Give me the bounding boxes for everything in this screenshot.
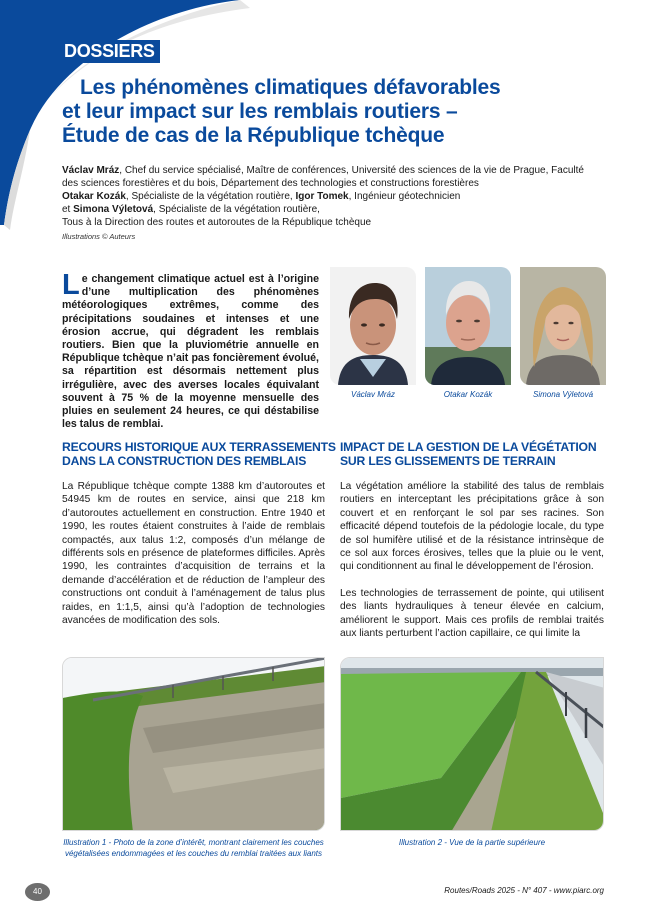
author-block <box>62 164 602 243</box>
title-line-3: Étude de cas de la République tchèque <box>62 124 445 147</box>
publication-reference: Routes/Roads 2025 - N° 407 - www.piarc.org <box>444 886 604 895</box>
author-name: Igor Tomek <box>295 191 349 202</box>
portrait-caption: Simona Výletová <box>532 390 594 399</box>
illustrations-credit: Illustrations © Auteurs <box>62 232 136 241</box>
illustration-1-caption: Illustration 1 - Photo de la zone d’intérêt, montrant clairement les couches végétalisées endommagées et les couches du remblai traitées aux liants <box>63 838 324 858</box>
author-role: , Ingénieur géotechnicien <box>348 191 461 202</box>
author-portraits <box>330 267 606 402</box>
illustration-2-photo <box>340 657 604 831</box>
portrait-photo-vaclav-mraz <box>330 267 416 385</box>
author-name: Václav Mráz <box>62 165 120 176</box>
author-role: , Chef du service spécialisé, Maître de conférences, Université des sciences de la vie de Prague, Faculté des sciences forestières et du bois, Département des technologies et constructions forestières <box>62 165 584 189</box>
section-heading: RECOURS HISTORIQUE AUX TERRASSEMENTS DANS LA CONSTRUCTION DES REMBLAIS <box>62 440 336 468</box>
body-paragraph: La République tchèque compte 1388 km d’autoroutes et 54945 km de routes en service, ainsi que 218 km d’autoroutes actuellement en construction. Entre 1940 et 1990, les routes étaient construites à l’aide de remblais compactés, aux talus 1:2, composés d’un mélange de différents sols en présence de plateformes difficiles. Après 1990, les contraintes d’acquisition de terrains et la demande d’accélération et de réduction de l’ampleur des constructions ont conduit à l’aménagement de talus plus raides, en 1:1,5, ainsi qu’à l’adoption de technologies avancées de modification des sols. <box>62 481 325 627</box>
section-heading: IMPACT DE LA GESTION DE LA VÉGÉTATION SUR LES GLISSEMENTS DE TERRAIN <box>340 440 597 468</box>
illustration-1-photo <box>62 657 325 831</box>
portrait-photo-otakar-kozak <box>425 267 511 385</box>
portrait-photo-simona-vyletova <box>520 267 606 385</box>
affiliation: Tous à la Direction des routes et autoroutes de la République tchèque <box>62 217 372 228</box>
section-body <box>340 480 604 640</box>
section-tag: DOSSIERS <box>59 40 160 63</box>
portrait-caption: Otakar Kozák <box>443 390 493 399</box>
section-body <box>62 480 325 627</box>
body-paragraph: Les technologies de terrassement de pointe, qui utilisent des liants hydrauliques à teneur élevée en calcium, améliorent le support. Mais ces profils de remblai traités aux liants perturbent l’action capillaire, ce qui limite la <box>340 587 604 640</box>
lede-text: e changement climatique actuel est à l’origine d’une multiplication des phénomènes météorologiques extrêmes, comme des précipitations soudaines et intenses et une érosion accrue, qui dégradent les remblais routiers. Bien que la pluviométrie annuelle en République tchèque n’ait pas foncièrement évolué, sa répartition est désormais nettement plus irrégulière, avec des averses locales équivalant souvent à 75 % de la moyenne mensuelle des pluies en seulement 24 heures, ce qui déstabilise les talus de remblai. <box>62 273 319 431</box>
author-prefix: et <box>62 204 74 215</box>
body-paragraph: La végétation améliore la stabilité des talus de remblais routiers en interceptant les précipitations grâce à son couvert et en renforçant le sol par ses racines. Son efficacité dépend toutefois de la pédologie locale, du type de sol humifère utilisé et de la résistance intrinsèque de ce sol aux forces érosives, telles que la pluie ou le vent, qui conditionnent au final le développement de l’érosion. <box>340 481 604 573</box>
illustration-2-caption: Illustration 2 - Vue de la partie supérieure <box>398 838 546 847</box>
page-number: 40 <box>25 883 50 901</box>
portrait-caption: Václav Mráz <box>350 390 395 399</box>
author-role: , Spécialiste de la végétation routière, <box>153 204 320 215</box>
author-name: Otakar Kozák <box>62 191 126 202</box>
author-role: , Spécialiste de la végétation routière, <box>125 191 296 202</box>
drop-cap: L <box>62 269 80 301</box>
title-line-2: et leur impact sur les remblais routiers – <box>62 100 458 123</box>
article-title <box>62 76 582 148</box>
author-name: Simona Výletová <box>73 204 154 215</box>
lede-paragraph <box>62 269 319 431</box>
title-line-1: Les phénomènes climatiques défavorables <box>80 76 501 99</box>
